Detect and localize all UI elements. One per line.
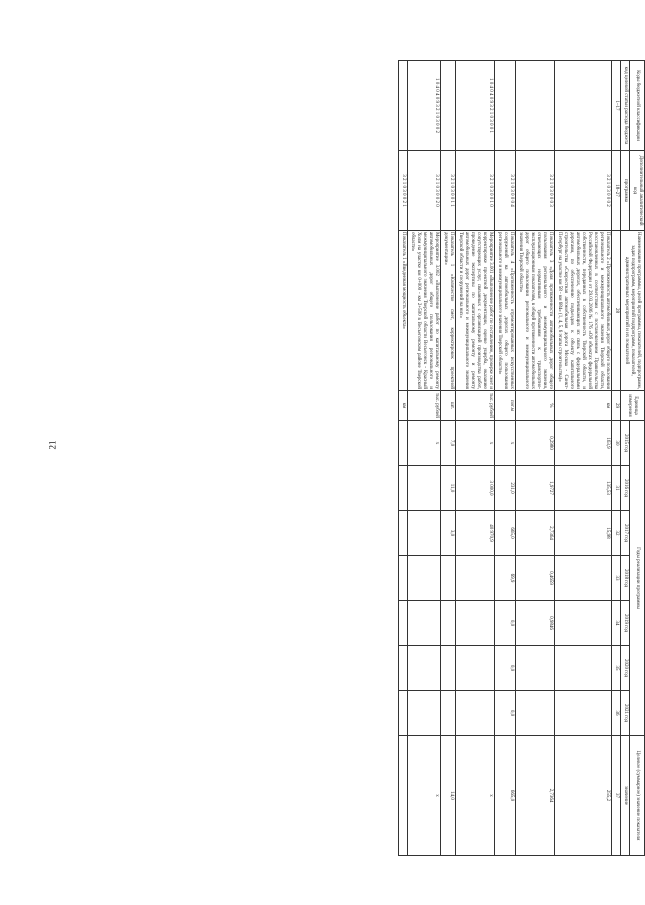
- year-value-cell: [399, 511, 408, 556]
- year-value-cell: х: [495, 421, 516, 466]
- year-value-cell: [408, 646, 441, 691]
- year-value-cell: 231,0: [495, 466, 516, 511]
- year-value-cell: [399, 556, 408, 601]
- year-value-cell: [555, 691, 612, 736]
- year-value-cell: [555, 601, 612, 646]
- kbk-code-cell: [495, 61, 516, 151]
- year-value-cell: 3 000,0: [456, 466, 495, 511]
- year-value-cell: [555, 646, 612, 691]
- target-value-cell: 2,7364: [516, 736, 555, 856]
- year-value-cell: 0,4659: [516, 556, 555, 601]
- year-value-cell: [456, 556, 495, 601]
- extra-code-cell: 3 2 1 0 3 0 0 0 2: [555, 151, 612, 231]
- table-row: [408, 61, 441, 856]
- year-value-cell: 665,0: [495, 511, 516, 556]
- year-value-cell: 0,0: [495, 691, 516, 736]
- program-table: [398, 60, 645, 856]
- kbk-section-header: код целевой статьи расхода бюджета: [621, 61, 630, 151]
- kbk-code-cell: 1 0 4 0 4 0 9 3 2 1 0 3 0 0 1: [456, 61, 495, 151]
- target-value-cell: 665,0: [495, 736, 516, 856]
- year-value-cell: [441, 646, 456, 691]
- year-value-cell: [516, 691, 555, 736]
- year-value-cell: х: [408, 421, 441, 466]
- kbk-code-cell: [441, 61, 456, 151]
- year-value-cell: 3,0: [441, 511, 456, 556]
- rotated-table-frame: [90, 60, 645, 855]
- rotated-table: [90, 60, 645, 855]
- year-2018-header: 2018 год: [621, 556, 630, 601]
- year-value-cell: [456, 601, 495, 646]
- extra-code-cell: 3 2 1 0 3 0 0 1 0: [456, 151, 495, 231]
- table-row: [516, 61, 555, 856]
- extra-code-cell: 3 2 1 0 3 0 0 0 3: [516, 151, 555, 231]
- years-group-header: Годы реализации программы: [630, 421, 645, 736]
- year-value-cell: 163,9: [555, 421, 612, 466]
- extra-code-cell: 3 2 1 0 3 0 0 2 0: [408, 151, 441, 231]
- kbk-group-header: Коды бюджетной классификации: [630, 61, 645, 151]
- unit-cell: пог.м: [495, 391, 516, 421]
- extra-code-cell: 3 2 1 0 3 0 0 2 1: [399, 151, 408, 231]
- year-value-cell: 0,9846: [516, 601, 555, 646]
- col-number: 37: [612, 736, 621, 856]
- year-value-cell: [456, 691, 495, 736]
- year-value-cell: [408, 511, 441, 556]
- year-2020-header: 2020 год: [621, 646, 630, 691]
- year-value-cell: [441, 556, 456, 601]
- table-row: [441, 61, 456, 856]
- col-number: 18–27: [612, 151, 621, 231]
- target-value-cell: х: [408, 736, 441, 856]
- unit-cell: км: [399, 391, 408, 421]
- unit-cell: тыс. рублей: [408, 391, 441, 421]
- kbk-code-cell: 1 0 4 0 4 0 9 3 2 1 0 3 0 0 2: [408, 61, 441, 151]
- row-name-cell: Показатель 2 «Протяженность автомобильных дорог общего пользования регионального и межмуниципального значения Тверской области, восстановленных в соответствии с постановлением Правительства Российской Федерации от 29.03.2006 № 176 «Об объектах федеральной собственности, переданных в собственность Тверской области, и автомобильных дорогах, обеспечивающих их связь с федеральными дорогами, по обеспечению подъездов к объекту капитального строительства «Скоростная автомобильная дорога Москва - Санкт-Петербург на участке км 58 - км 684» (1, 4, 5, 6 этапы строительства)»: [555, 231, 612, 391]
- target-value-cell: 255,2: [555, 736, 612, 856]
- kbk-code-cell: [399, 61, 408, 151]
- table-row: [555, 61, 612, 856]
- row-name-cell: Показатель 3 «Доля протяженности автомобильных дорог общего пользования регионального и межмуниципального значения, отвечающих нормативным требованиям к транспортно-эксплуатационным показателям, в общей протяженности автомобильных дорог общего пользования регионального и межмуниципального значения Тверской области»: [516, 231, 555, 391]
- target-value-cell: х: [456, 736, 495, 856]
- year-value-cell: 0,0: [495, 646, 516, 691]
- target-value-cell: [399, 736, 408, 856]
- table-row: [495, 61, 516, 856]
- year-value-cell: [441, 691, 456, 736]
- year-value-cell: [408, 601, 441, 646]
- col-number: 33: [612, 556, 621, 601]
- unit-cell: тыс. рублей: [456, 391, 495, 421]
- year-value-cell: [399, 601, 408, 646]
- target-value-cell: 14,0: [441, 736, 456, 856]
- year-value-cell: [408, 466, 441, 511]
- year-value-cell: [399, 646, 408, 691]
- col-number: 28: [612, 231, 621, 391]
- target-value-header: значение: [621, 736, 630, 856]
- year-2019-header: 2019 год: [621, 601, 630, 646]
- row-name-cell: Показатель 1 «Введенная мощность объекта»: [399, 231, 408, 391]
- kbk-code-cell: [516, 61, 555, 151]
- year-value-cell: 2,7364: [516, 511, 555, 556]
- year-value-cell: 7,0: [441, 421, 456, 466]
- col-number: 30: [612, 421, 621, 466]
- year-value-cell: [456, 646, 495, 691]
- row-name-cell: Показатель 1 «Количество смет, корректировок проектной документации»: [441, 231, 456, 391]
- extra-code-cell: 3 2 1 0 3 0 0 0 4: [495, 151, 516, 231]
- year-2021-header: 2021 год: [621, 691, 630, 736]
- year-value-cell: [441, 601, 456, 646]
- col-number: 1–17: [612, 61, 621, 151]
- extra-code-subheader: программа: [621, 151, 630, 231]
- extra-code-cell: 3 2 1 0 3 0 0 1 1: [441, 151, 456, 231]
- year-2015-header: 2015 год: [621, 421, 630, 466]
- unit-cell: км: [555, 391, 612, 421]
- col-number: 36: [612, 691, 621, 736]
- year-value-cell: [399, 421, 408, 466]
- unit-column-header: Единица измерения: [621, 391, 645, 421]
- year-value-cell: х: [456, 421, 495, 466]
- year-value-cell: 11,0: [441, 466, 456, 511]
- name-column-header: Наименование программы, целей программы, показателей, подпрограмм, задач подпрограмм, мероприятий подпрограмм, показателей, административных мероприятий и их показателей: [621, 231, 645, 391]
- extra-code-group-header: Дополнительный аналитический код: [630, 151, 645, 231]
- year-value-cell: [408, 691, 441, 736]
- unit-cell: %: [516, 391, 555, 421]
- year-value-cell: 15,98: [555, 511, 612, 556]
- year-value-cell: [399, 691, 408, 736]
- year-value-cell: 0,0: [495, 601, 516, 646]
- row-name-cell: Показатель 4 «Протяженность отремонтированных искусственных сооружений на автомобильных дорогах общего пользования регионального и межмуниципального значения Тверской области»: [495, 231, 516, 391]
- year-2017-header: 2017 год: [621, 511, 630, 556]
- page-number: 21: [47, 440, 58, 450]
- year-value-cell: [408, 556, 441, 601]
- col-number: 32: [612, 511, 621, 556]
- year-value-cell: 1,9727: [516, 466, 555, 511]
- col-number: 34: [612, 601, 621, 646]
- year-value-cell: 0,2980: [516, 421, 555, 466]
- target-group-header: Целевое (суммарное) значение показателя: [630, 736, 645, 856]
- kbk-code-cell: [555, 61, 612, 151]
- year-value-cell: 69,9: [495, 556, 516, 601]
- year-2016-header: 2016 год: [621, 466, 630, 511]
- year-value-cell: 135,53: [555, 466, 612, 511]
- row-name-cell: Мероприятие 3.001 «Выполнение работ по составлению, проверке смет и корректировке проектной документации, оценке ущерба, оказанию сопутствующих услуг, связанных с организацией производства работ, проведение экспертизы по капитальному ремонту и ремонту автомобильных дорог регионального и межмуниципального значения Тверской области и сооружений на них»: [456, 231, 495, 391]
- col-number: 35: [612, 646, 621, 691]
- col-number: 31: [612, 466, 621, 511]
- table-row: [456, 61, 495, 856]
- table-row: [399, 61, 408, 856]
- unit-cell: шт.: [441, 391, 456, 421]
- year-value-cell: 40 970,9: [456, 511, 495, 556]
- year-value-cell: [399, 466, 408, 511]
- col-number: 29: [612, 391, 621, 421]
- year-value-cell: [516, 646, 555, 691]
- year-value-cell: [555, 556, 612, 601]
- row-name-cell: Мероприятие 3.002 «Выполнение работ по капитальному ремонту автомобильных дорог общего пользования регионального и межмуниципального значения Тверской области Весьегонск - Красный Холм на участке км 0+000 - км 2+500 в Весьегонском районе Тверской области»: [408, 231, 441, 391]
